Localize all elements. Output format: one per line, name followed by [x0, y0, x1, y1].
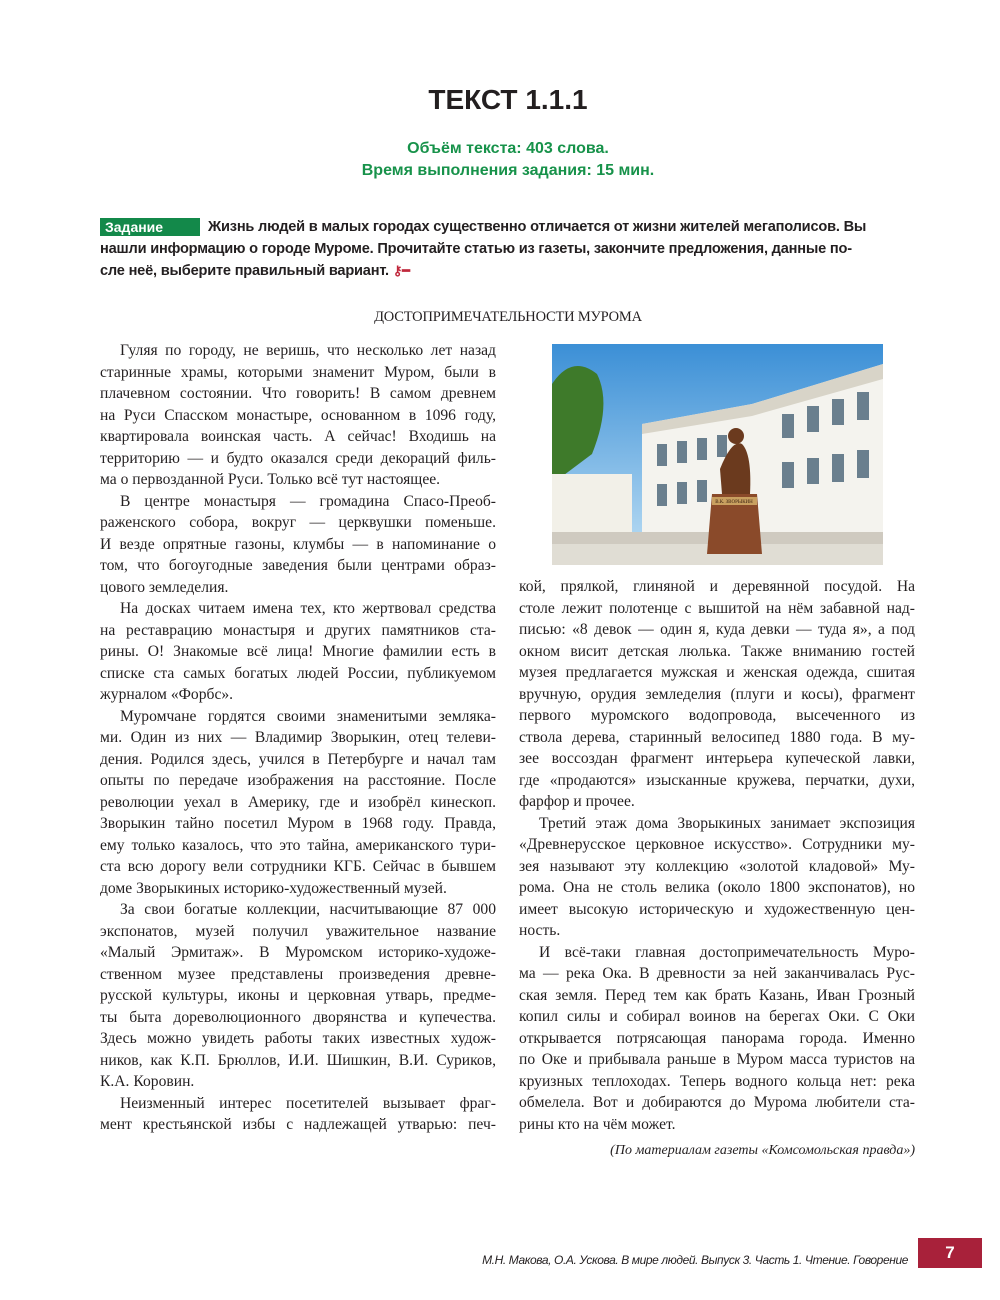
key-icon: ⚷━: [392, 263, 410, 278]
text-line: где «продаются» изысканные кружева, перчатки, духи,: [519, 771, 915, 789]
text-line: опыты по передаче изображения на расстояние. После: [100, 772, 496, 789]
text-line: Гуляя по городу, не веришь, что несколько лет назад: [120, 342, 496, 359]
text-line: ская земля. Перед тем как брать Казань, Иван Грозный: [519, 986, 915, 1004]
text-line: мент крестьянской избы с надлежащей утварью: печ-: [100, 1116, 496, 1133]
text-line: на Руси Спасском монастыре, основанном в 1096 году,: [100, 406, 496, 424]
book-citation: М.Н. Макова, О.А. Ускова. В мире людей. Выпуск 3. Часть 1. Чтение. Говорение: [482, 1253, 908, 1267]
text-line: За свои богатые коллекции, насчитывающие 87 000: [120, 901, 496, 918]
paragraph: [100, 598, 496, 706]
paragraph: [100, 899, 496, 1093]
text-line: копил силы и собирал воинов на берегах Оки. С Оки: [519, 1008, 915, 1025]
text-line: музея предлагается мужская и женская одежда, сшитая: [519, 664, 915, 681]
task-line: сле неё, выберите правильный вариант.: [100, 263, 389, 279]
text-line: ми. Один из них — Владимир Зворыкин, отец телеви-: [100, 729, 496, 746]
text-line: экспонатов, музей получил уважительное название: [100, 922, 496, 940]
text-line: И везде опрятные газоны, клумбы — в напоминание о: [100, 535, 496, 553]
article-right-column: [519, 576, 915, 1162]
article-source: (По материалам газеты «Комсомольская правда»): [610, 1143, 915, 1158]
text-line: открывается потрясающая панорама города. Именно: [519, 1029, 915, 1047]
text-line: рины. О! Знакомые всё лица! Многие фамилии есть в: [100, 643, 496, 660]
task-line: Жизнь людей в малых городах существенно отличается от жизни жителей мегаполисов. Вы: [208, 219, 867, 235]
text-line: обмелела. Вот и добираются до Мурома любители ста-: [519, 1094, 915, 1111]
text-line: по Оке и прибывала раньше в Муром масса туристов на: [519, 1051, 915, 1068]
paragraph: [519, 942, 915, 1136]
paragraph: [519, 813, 915, 942]
text-line: цового земледелия.: [100, 578, 229, 596]
museum-photo: [552, 344, 883, 565]
time-limit: Время выполнения задания: 15 мин.: [361, 162, 655, 179]
text-line: на реставрацию монастыря и других памятников ста-: [100, 621, 496, 639]
text-line: В центре монастыря — громадина Спасо-Преоб-: [120, 492, 496, 510]
text-line: Зворыкин тайно посетил Муром в 1968 году. Правда,: [100, 815, 496, 832]
text-line: ма — река Ока. В древности за ней заканчивалась Рус-: [519, 965, 915, 982]
text-line: зее воссоздан фрагмент интерьера купеческой лавки,: [519, 750, 915, 767]
paragraph: [100, 491, 496, 599]
text-volume: Объём текста: 403 слова.: [407, 140, 609, 157]
paragraph: [100, 706, 496, 900]
text-line: столе лежит полотенце с вышитой на нём забавной над-: [519, 599, 915, 617]
text-line: ста всю дорогу вели сотрудники КГБ. Сейчас в бывшем: [100, 858, 496, 875]
text-line: рома. Она не столь велика (около 1800 экспонатов), но: [519, 879, 915, 896]
text-line: раженского собора, вокруг — церквушки поменьше.: [100, 514, 496, 531]
text-line: окном висит детская люлька. Также вниманию гостей: [519, 642, 915, 660]
text-line: ность.: [519, 922, 561, 939]
text-line: На досках читаем имена тех, кто жертвовал средства: [120, 600, 496, 617]
text-line: ма о первозданной Руси. Только всё тут настоящее.: [100, 471, 441, 488]
page-number: 7: [918, 1238, 982, 1268]
paragraph: [519, 576, 915, 813]
text-line: Неизменный интерес посетителей вызывает фраг-: [120, 1094, 496, 1112]
text-line: зея называют эту коллекцию «золотой кладовой» Му-: [519, 857, 915, 875]
text-line: вручную, орудия земледелия (плуги и косы), фрагмент: [519, 685, 915, 703]
paragraph: [100, 1093, 496, 1136]
text-line: ников, как К.П. Брюллов, И.И. Шишкин, В.И. Суриков,: [100, 1051, 496, 1069]
text-line: Муромчане гордятся своими знаменитыми земляка-: [120, 707, 496, 725]
text-line: ствола дерева, старинный велосипед 1880 года. В му-: [519, 728, 915, 746]
text-line: доме Зворыкиных историко-художественный музей.: [100, 879, 447, 897]
text-line: ему только казалось, что это тайна, американского тури-: [100, 836, 496, 854]
text-line: старинные храмы, которыми знаменит Муром, были в: [100, 363, 496, 381]
text-line: списке ста самых богатых людей России, публикуемом: [100, 664, 496, 682]
article-left-column: [100, 340, 496, 1136]
text-line: кой, прялкой, глиняной и деревянной посудой. На: [519, 578, 915, 595]
text-line: ты быта дореволюционного дворянства и купечества.: [100, 1008, 496, 1026]
task-instructions: [100, 217, 918, 283]
text-line: территорию — и будто оказался среди декораций филь-: [100, 449, 496, 467]
task-line: нашли информацию о городе Муроме. Прочитайте статью из газеты, закончите предложения, данные по-: [100, 240, 852, 257]
plaque-text: В.К. ЗВОРЫКИН: [715, 500, 753, 505]
text-line: Здесь можно увидеть работы таких известных худож-: [100, 1030, 496, 1047]
article-heading: ДОСТОПРИМЕЧАТЕЛЬНОСТИ МУРОМА: [374, 309, 642, 325]
text-line: «Древнерусское церковное искусство». Сотрудники му-: [519, 836, 915, 853]
page-title: ТЕКСТ 1.1.1: [428, 84, 588, 115]
text-line: квартировала воинская часть. А сейчас! Входишь на: [100, 428, 496, 445]
text-line: фарфор и прочее.: [519, 793, 635, 810]
task-badge: Задание: [100, 218, 200, 236]
text-line: И всё-таки главная достопримечательность Муро-: [539, 943, 915, 961]
text-line: круизных теплоходах. Теперь водного кольца нет: река: [519, 1072, 915, 1090]
paragraph: [100, 340, 496, 491]
text-line: плачевном состоянии. Что говорить! В самом древнем: [100, 385, 496, 402]
text-line: журналом «Форбс».: [100, 686, 234, 703]
text-line: Третий этаж дома Зворыкиных занимает экспозиция: [539, 814, 915, 832]
text-line: имеет высокую историческую и художественную цен-: [519, 900, 915, 918]
text-line: К.А. Коровин.: [100, 1073, 195, 1090]
text-line: дения. Родился здесь, учился в Петербурге и начал там: [100, 750, 496, 768]
text-line: том, что богоугодные заведения были центрами образ-: [100, 557, 496, 574]
text-line: рины кто на чём может.: [519, 1115, 676, 1133]
text-line: первого муромского водопровода, высеченного из: [519, 707, 915, 724]
text-line: ственном музее представлены произведения древне-: [100, 965, 496, 983]
text-line: революции уехал в Америку, где и изобрёл кинескоп.: [100, 793, 496, 811]
text-line: русской культуры, иконы и церковная утварь, предме-: [100, 987, 496, 1004]
text-line: «Малый Эрмитаж». В Муромском историко-художе-: [100, 944, 496, 961]
text-line: писью: «8 девок — один я, куда девки — туда я», а под: [519, 621, 915, 638]
